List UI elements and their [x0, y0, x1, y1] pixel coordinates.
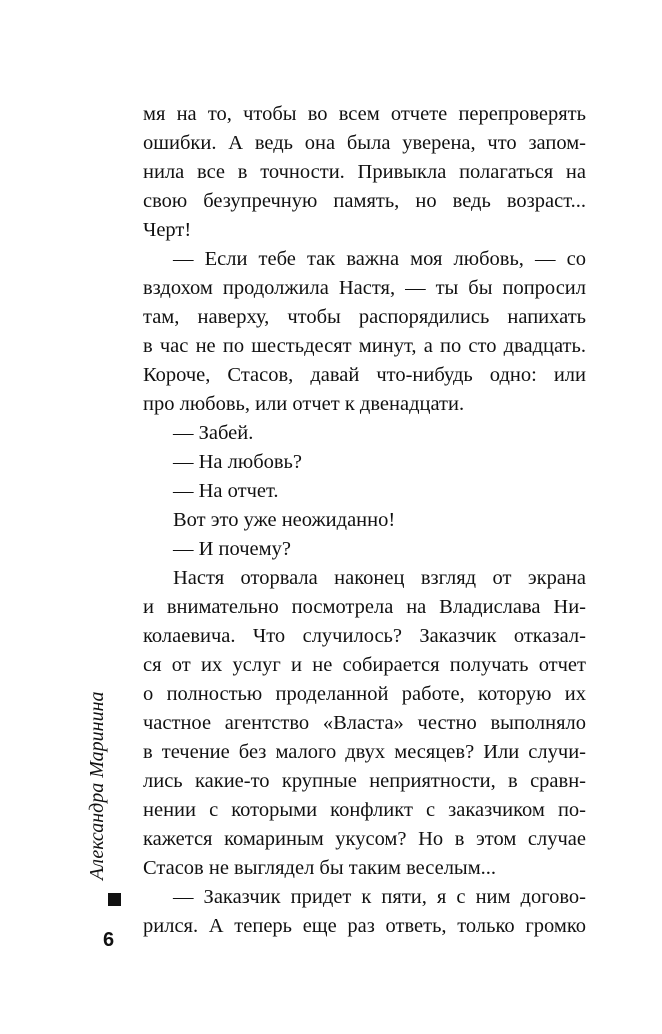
text-line: — Забей. — [173, 422, 254, 444]
text-line: в течение без малого двух месяцев? Или случи- — [143, 741, 586, 763]
text-line: частное агентство «Власта» честно выполняло — [143, 712, 586, 734]
text-line: нении с которыми конфликт с заказчиком по- — [143, 799, 586, 821]
text-line: — И почему? — [173, 538, 291, 560]
text-line: вздохом продолжила Настя, — ты бы попросил — [143, 277, 586, 299]
text-line: лись какие-то крупные неприятности, в сравн- — [143, 770, 586, 792]
text-line: ся от их услуг и не собирается получать отчет — [143, 654, 586, 676]
text-line: Короче, Стасов, давай что-нибудь одно: или — [143, 364, 586, 386]
text-line: рился. А теперь еще раз ответь, только громко — [143, 915, 586, 937]
text-line: и внимательно посмотрела на Владислава Ни- — [143, 596, 586, 618]
text-line: Стасов не выглядел бы таким веселым... — [143, 857, 497, 879]
text-line: кажется комариным укусом? Но в этом случае — [143, 828, 586, 850]
text-line: — Заказчик придет к пяти, я с ним догово- — [173, 886, 586, 908]
text-line: Настя оторвала наконец взгляд от экрана — [173, 567, 586, 589]
text-line: в час не по шестьдесят минут, а по сто двадцать. — [143, 335, 586, 357]
text-line: — На любовь? — [173, 451, 303, 473]
text-line: колаевича. Что случилось? Заказчик отказал- — [143, 625, 586, 647]
text-line: Вот это уже неожиданно! — [173, 509, 396, 531]
page-number: 6 — [103, 929, 115, 951]
text-line: Черт! — [143, 219, 192, 241]
text-line: мя на то, чтобы во всем отчете перепроверять — [143, 103, 586, 125]
text-line: там, наверху, чтобы распорядились напихать — [143, 306, 586, 328]
author-running-head: Александра Маринина — [86, 691, 108, 880]
text-line: свою безупречную память, но ведь возраст... — [143, 190, 586, 212]
text-line: о полностью проделанной работе, которую их — [143, 683, 586, 705]
text-line: ошибки. А ведь она была уверена, что запом- — [143, 132, 586, 154]
text-line: про любовь, или отчет к двенадцати. — [143, 393, 465, 415]
square-marker-icon — [108, 893, 121, 906]
text-line: нила все в точности. Привыкла полагаться на — [143, 161, 586, 183]
text-line: — Если тебе так важна моя любовь, — со — [173, 248, 586, 270]
text-line: — На отчет. — [173, 480, 279, 502]
page-text — [143, 100, 586, 941]
